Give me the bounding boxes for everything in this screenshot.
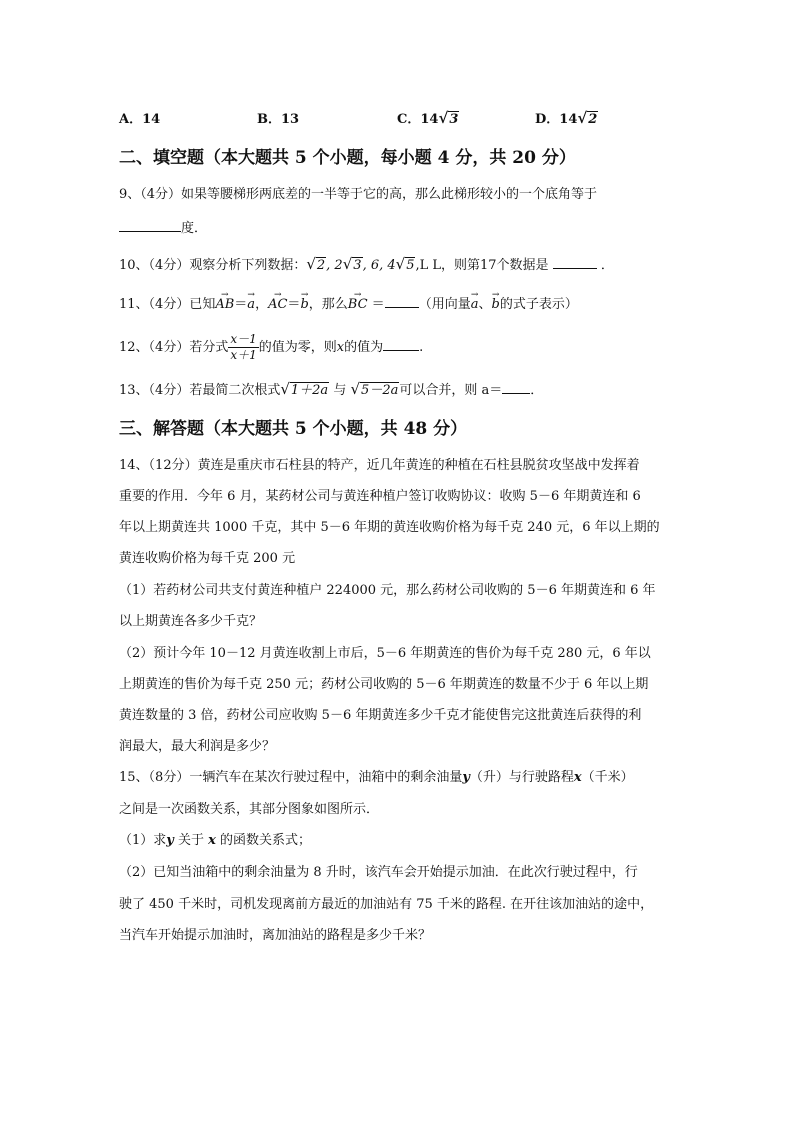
q10-end: ． <box>600 258 614 273</box>
q12-prefix: 12、（4分）若分式 <box>119 340 229 355</box>
var-y: y <box>166 833 174 848</box>
q15-line2: 之间是一次函数关系，其部分图象如图所示． <box>119 802 380 817</box>
q9-line2 <box>119 219 207 238</box>
q10-sqrt-c-radicand: 5 <box>406 258 415 273</box>
q10-sep2: , 6, 4 <box>362 258 396 273</box>
q11-paren-open: （用向量 <box>418 297 471 312</box>
q14-line4: 黄连收购价格为每千克 200 元 <box>119 551 296 566</box>
q11-mid: ，那么 <box>308 297 348 312</box>
vector-ac: → AC <box>268 296 287 314</box>
q10-sqrt-a: √2 <box>306 255 326 273</box>
q9-line2-tail: 度． <box>181 221 208 236</box>
fraction <box>228 332 258 363</box>
q13-mid: 与 <box>333 383 347 398</box>
q15-line1 <box>119 769 634 787</box>
fraction-numerator: x－1 <box>230 332 257 346</box>
option-d-prefix: D．14 <box>535 112 578 127</box>
option-d <box>535 108 598 127</box>
answer-blank <box>502 381 530 394</box>
q14-sub2-line4: 润最大，最大利润是多少？ <box>119 739 276 754</box>
q10-sqrt-a-radicand: 2 <box>316 258 326 273</box>
var-y: y <box>462 770 470 785</box>
q13-end: ． <box>530 383 544 398</box>
q10-sqrt-b-radicand: 3 <box>353 258 362 273</box>
q14-sub2-line1: （2）预计今年 10－12 月黄连收割上市后，5－6 年期黄连的售价为每千克 280 元，6 年以 <box>119 646 651 661</box>
q13-sqrt-a: √1＋2a <box>280 380 329 398</box>
q15-sub2-line1: （2）已知当油箱中的剩余油量为 8 升时，该汽车会开始提示加油．在此次行驶过程中，行 <box>119 865 638 880</box>
q10-sqrt-b: √3 <box>342 255 362 273</box>
q12 <box>119 332 423 363</box>
q11-paren-close: 的式子表示） <box>499 297 578 312</box>
answer-blank <box>553 256 597 269</box>
vector-a-ref: → a <box>471 296 479 314</box>
q11-comma: ， <box>255 297 269 312</box>
q14-line3: 年以上期黄连共 1000 千克，其中 5－6 年期的黄连收购价格为每千克 240 元，6 年以上期的 <box>119 520 660 535</box>
q9-line1: 9、（4分）如果等腰梯形两底差的一半等于它的高，那么此梯形较小的一个底角等于 <box>119 187 598 202</box>
q15-sub2-line2: 驶了 450 千米时，司机发现离前方最近的加油站有 75 千米的路程. 在开往该加油站的途中， <box>119 897 654 912</box>
answer-blank <box>385 295 419 308</box>
vector-ab: → AB <box>215 296 234 314</box>
q12-suffix: 的值为 <box>344 340 384 355</box>
q15-sub1 <box>119 832 311 850</box>
answer-blank <box>383 338 419 351</box>
q10-ellipsis: ,L L <box>415 258 442 273</box>
var-x: x <box>573 770 582 785</box>
q10-sep1: , 2 <box>326 258 343 273</box>
option-a: A．14 <box>119 112 161 127</box>
q13 <box>119 380 543 400</box>
vector-bc: → BC <box>348 296 368 314</box>
q11 <box>119 295 578 314</box>
q13-sqrt-b: √5－2a <box>350 380 399 398</box>
q13-prefix: 13、（4分）若最简二次根式 <box>119 383 281 398</box>
q11-eq: ＝ <box>371 297 385 312</box>
option-c <box>397 108 459 127</box>
q15-sub2-line3: 当汽车开始提示加油时，离加油站的路程是多少千米？ <box>119 928 432 943</box>
q15-line1-c: （千米） <box>581 770 634 785</box>
q12-mid: 的值为零，则 <box>258 340 337 355</box>
q14-line2: 重要的作用．今年 6 月，某药材公司与黄连种植户签订收购协议：收购 5－6 年期黄连和 6 <box>119 489 641 504</box>
q14-sub1-line2: 以上期黄连各多少千克？ <box>119 614 263 629</box>
q10-prefix: 10、（4分）观察分析下列数据： <box>119 258 307 273</box>
q15-sub1-a: （1）求 <box>119 833 167 848</box>
option-c-prefix: C．14 <box>397 112 439 127</box>
q14-line1: 14、（12分）黄连是重庆市石柱县的特产，近几年黄连的种植在石柱县脱贫攻坚战中发挥着 <box>119 458 640 473</box>
sqrt-2-radicand: 2 <box>588 112 598 127</box>
vector-a: → a <box>247 296 255 314</box>
sqrt-2: √2 <box>577 109 598 127</box>
sqrt-3-radicand: 3 <box>449 112 459 127</box>
q12-end: . <box>419 340 424 355</box>
q15-sub1-c: 的函数关系式； <box>220 833 312 848</box>
q11-eq-a: ＝ <box>234 297 248 312</box>
answer-blank <box>119 219 181 232</box>
q15-sub1-b: 关于 <box>177 833 204 848</box>
sqrt-3: √3 <box>438 109 459 127</box>
q13-suffix: 可以合并，则 a＝ <box>399 383 503 398</box>
q10 <box>119 255 614 275</box>
section-3-title: 三、解答题（本大题共 5 个小题，共 48 分） <box>119 419 468 439</box>
var-x: x <box>208 833 216 848</box>
fraction-denominator: x＋1 <box>230 348 257 362</box>
q15-line1-b: （升）与行驶路程 <box>469 770 574 785</box>
q15-line1-a: 15、（8分）一辆汽车在某次行驶过程中，油箱中的剩余油量 <box>119 770 463 785</box>
q10-suffix: ，则第17个数据是 <box>441 258 549 273</box>
vector-b: → b <box>300 296 308 314</box>
q13-sqrt-a-radicand: 1＋2a <box>290 383 329 398</box>
section-2-title: 二、填空题（本大题共 5 个小题，每小题 4 分，共 20 分） <box>119 148 576 168</box>
q11-eq-b: ＝ <box>287 297 301 312</box>
vector-b-ref: → b <box>491 296 499 314</box>
q13-sqrt-b-radicand: 5－2a <box>361 383 399 398</box>
q10-sqrt-c: √5 <box>395 255 415 273</box>
option-b: B．13 <box>257 112 300 127</box>
q14-sub2-line3: 黄连数量的 3 倍，药材公司应收购 5－6 年期黄连多少千克才能使售完这批黄连后获得的利 <box>119 708 642 723</box>
q14-sub2-line2: 上期黄连的售价为每千克 250 元；药材公司收购的 5－6 年期黄连的数量不少于 6 年以上期 <box>119 677 649 692</box>
q12-var: x <box>336 340 345 355</box>
q14-sub1-line1: （1）若药材公司共支付黄连种植户 224000 元，那么药材公司收购的 5－6 年期黄连和 6 年 <box>119 583 656 598</box>
q11-prefix: 11、（4分）已知 <box>119 297 216 312</box>
q11-sep: 、 <box>478 297 492 312</box>
